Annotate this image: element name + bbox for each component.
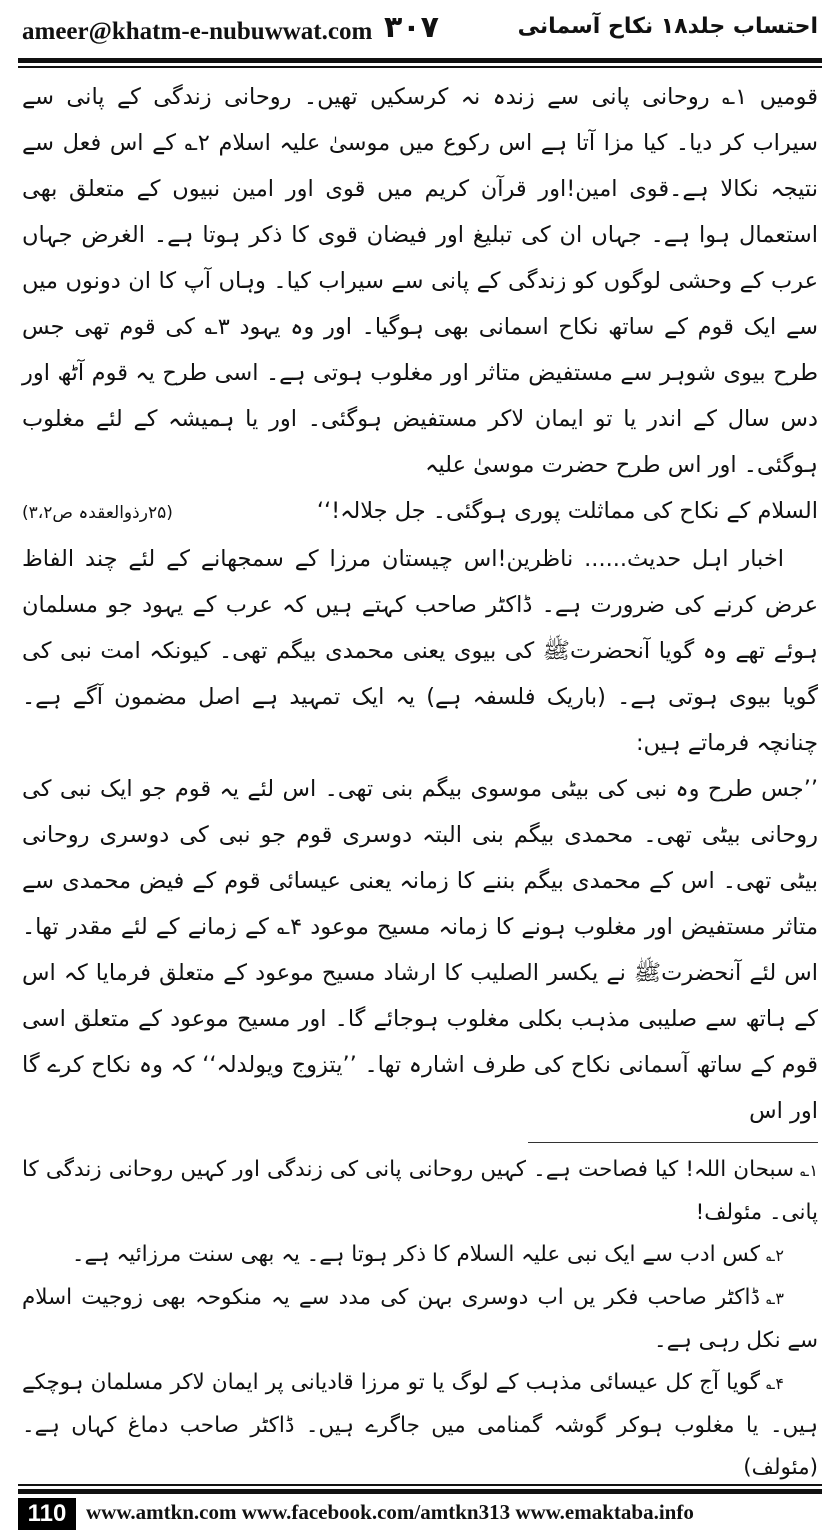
footnote-1-mark: ۱؎ xyxy=(800,1161,818,1180)
footnote-4 xyxy=(22,1362,818,1489)
footnote-3-mark: ۳؎ xyxy=(766,1289,784,1308)
footnote-2-text: کس ادب سے ایک نبی علیہ السلام کا ذکر ہوتا ہے۔ یہ بھی سنت مرزائیہ ہے۔ xyxy=(71,1242,761,1267)
page-header xyxy=(18,0,822,66)
footer-rule-thin xyxy=(18,1484,822,1486)
paragraph-1-last-line: السلام کے نکاح کی مماثلت پوری ہوگئی۔ جل جلالہ!‘‘ xyxy=(316,498,818,524)
page-footer xyxy=(18,1484,822,1532)
footnote-1-text: سبحان اللہ! کیا فصاحت ہے۔ کہیں روحانی پانی کی زندگی اور کہیں روحانی زندگی کا پانی۔ مئولف! xyxy=(22,1157,818,1225)
footnote-2 xyxy=(22,1234,818,1277)
footnote-4-mark: ۴؎ xyxy=(766,1374,784,1393)
footnote-1 xyxy=(22,1149,818,1234)
footnote-3 xyxy=(22,1277,818,1362)
header-title: احتساب جلد۱۸ نکاح آسمانی xyxy=(517,14,818,39)
footer-page-number: 110 xyxy=(18,1498,76,1530)
footnote-3-text: ڈاکٹر صاحب فکر یں اب دوسری بہن کی مدد سے یہ منکوحہ بھی زوجیت اسلام سے نکل رہی ہے۔ xyxy=(22,1285,818,1353)
header-rule-thin xyxy=(18,66,822,68)
footer-links[interactable]: www.amtkn.com www.facebook.com/amtkn313 www.emaktaba.info xyxy=(86,1500,694,1524)
footnote-4-text: گویا آج کل عیسائی مذہب کے لوگ یا تو مرزا قادیانی پر ایمان لاکر مسلمان ہوچکے ہیں۔ یا مغلوب ہوکر گوشہ گمنامی میں جاگرے ہیں۔ ڈاکٹر صاحب دماغ کہاں ہے۔ (مئولف) xyxy=(22,1370,818,1480)
footnote-separator xyxy=(528,1142,818,1143)
header-rule-thick xyxy=(18,58,822,63)
footnote-2-mark: ۲؎ xyxy=(766,1246,784,1265)
paragraph-1: قومیں ۱؎ روحانی پانی سے زندہ نہ کرسکیں تھیں۔ روحانی زندگی کے پانی سے سیراب کر دیا۔ کیا مزا آتا ہے اس رکوع میں موسیٰ علیہ اسلام ۲؎ کے اس فعل سے نتیجہ نکالا ہے۔قوی امین!اور قرآن کریم میں قوی اور امین نبیوں کے متعلق بھی استعمال ہوا ہے۔ جہاں ان کی تبلیغ اور فیضان قوی کا ذکر ہوتا ہے۔ الغرض جہاں عرب کے وحشی لوگوں کو زندگی کے پانی سے سیراب کیا۔ وہاں آپ کا ان دونوں میں سے ایک قوم کے ساتھ نکاح اسمانی بھی ہوگیا۔ اور وہ یہود ۳؎ کی قوم تھی جس طرح بیوی شوہر سے مستفیض متاثر اور مغلوب ہوتی ہے۔ اسی طرح یہ قوم آٹھ اور دس سال کے اندر یا تو ایمان لاکر مستفیض ہوگئی۔ اور یا ہمیشہ کے لئے مغلوب ہوگئی۔ اور اس طرح حضرت موسیٰ علیہ xyxy=(22,84,818,478)
paragraph-2: اخبار اہل حدیث...... ناظرین!اس چیستان مرزا کے سمجھانے کے لئے چند الفاظ عرض کرنے کی ضرورت ہے۔ ڈاکٹر صاحب کہتے ہیں کہ عرب کے یہود جو مسلمان ہوئے تھے وہ گویا آنحضرتﷺ کی بیوی یعنی محمدی بیگم تھی۔ کیونکہ امت نبی کی گویا بیوی ہوتی ہے۔ (باریک فلسفہ ہے) یہ ایک تمہید ہے اصل مضمون آگے ہے۔ چنانچہ فرماتے ہیں: xyxy=(22,546,818,756)
footer-rule-thick xyxy=(18,1489,822,1494)
paragraph-3-quote: ’’جس طرح وہ نبی کی بیٹی موسوی بیگم بنی تھی۔ اس لئے یہ قوم جو ایک نبی کی روحانی بیٹی تھی۔ محمدی بیگم بنی البتہ دوسری قوم جو نبی کی دوسری روحانی بیٹی تھی۔ اس کے محمدی بیگم بننے کا زمانہ یعنی عیسائی قوم کے فیض محمدی سے متاثر مستفیض اور مغلوب ہونے کا زمانہ مسیح موعود ۴؎ کے زمانے کے لئے مقدر تھا۔ اس لئے آنحضرتﷺ نے یکسر الصلیب کا ارشاد مسیح موعود کے متعلق فرمایا کہ اس کے ہاتھ سے صلیبی مذہب بکلی مغلوب ہوجائے گا۔ اور مسیح موعود کے متعلق اسی قوم کے ساتھ آسمانی نکاح کی طرف اشارہ تھا۔ ’’یتزوج ویولدلہ‘‘ کہ وہ نکاح کرے گا اور اس xyxy=(22,776,818,1124)
citation: (۲۵رذوالعقدہ ص۳،۲) xyxy=(22,503,173,523)
header-page-number: ۳۰۷ xyxy=(384,10,439,45)
main-text xyxy=(22,74,818,1489)
paragraph-1-end xyxy=(22,488,818,536)
header-email[interactable]: ameer@khatm-e-nubuwwat.com xyxy=(22,18,373,45)
